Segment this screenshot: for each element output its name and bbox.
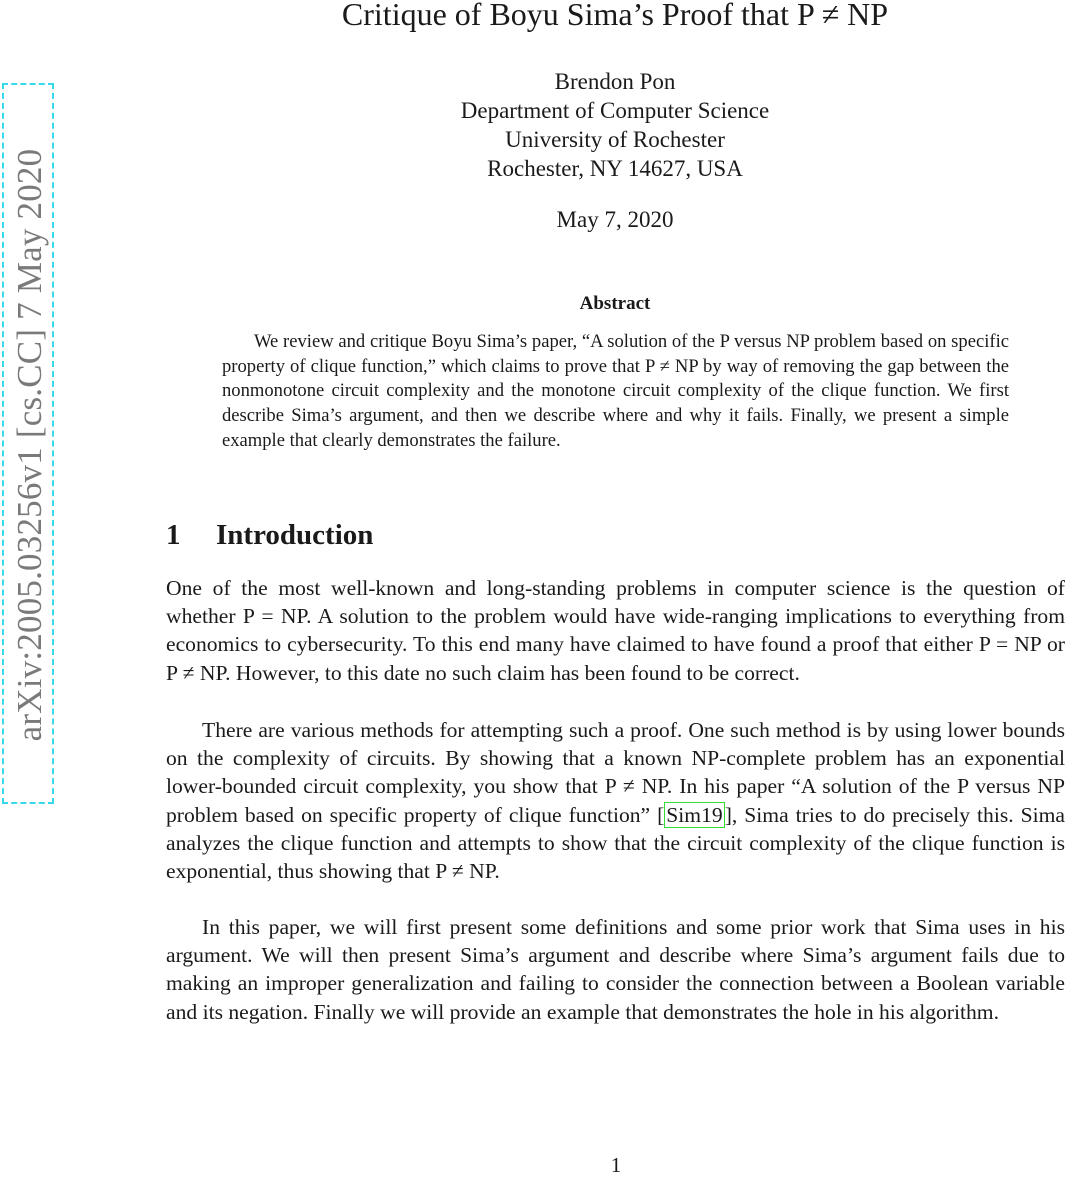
paragraph-text: There are various methods for attempting such a proof. One such method is by using lower bounds on the complexity of circuits. By showing that a known NP-complete problem has an exponential lower-bounded circuit complexity, you show that P ≠ NP. In his paper “A solution of the P versus NP problem based on specific property of clique function” [ — [166, 718, 1065, 827]
citation-link[interactable]: Sim19 — [666, 802, 723, 827]
section-number: 1 — [166, 519, 181, 551]
arxiv-identifier: arXiv:2005.03256v1 [cs.CC] 7 May 2020 — [10, 148, 49, 742]
section-heading — [166, 516, 373, 554]
intro-paragraph-2 — [166, 716, 1065, 885]
abstract-heading: Abstract — [579, 293, 651, 314]
paper-title: Critique of Boyu Sima’s Proof that P ≠ NP — [341, 0, 889, 32]
author-block — [165, 67, 1065, 183]
author-department: Department of Computer Science — [460, 98, 770, 123]
paragraph-text: ], Sima tries to do precisely this. Sima analyzes the clique function and attempts to show that the circuit complexity of the clique function is exponential, thus showing that P ≠ NP. — [166, 802, 1065, 884]
abstract-text: We review and critique Boyu Sima’s paper, “A solution of the P versus NP problem based on specific property of clique function,” which claims to prove that P ≠ NP by way of removing the gap between the nonmonotone circuit complexity and the monotone circuit complexity of the clique function. We first describe Sima’s argument, and then we describe where and why it fails. Finally, we present a simple example that clearly demonstrates the failure. — [222, 331, 1009, 451]
author-name: Brendon Pon — [554, 69, 676, 94]
intro-paragraph-3: In this paper, we will first present some definitions and some prior work that Sima uses in his argument. We will then present Sima’s argument and describe where Sima’s argument fails due to making an improper generalization and failing to consider the connection between a Boolean variable and its negation. Finally we will provide an example that demonstrates the hole in his algorithm. — [166, 915, 1065, 1024]
section-title: Introduction — [216, 519, 374, 551]
author-address: Rochester, NY 14627, USA — [487, 156, 743, 181]
page-number: 1 — [610, 1153, 622, 1177]
author-university: University of Rochester — [505, 127, 725, 152]
arxiv-stamp — [2, 83, 54, 804]
paper-date: May 7, 2020 — [556, 207, 674, 232]
intro-paragraph-1: One of the most well-known and long-standing problems in computer science is the question of whether P = NP. A solution to the problem would have wide-ranging implications to everything from economics to cybersecurity. To this end many have claimed to have found a proof that either P = NP or P ≠ NP. However, to this date no such claim has been found to be correct. — [166, 576, 1065, 685]
